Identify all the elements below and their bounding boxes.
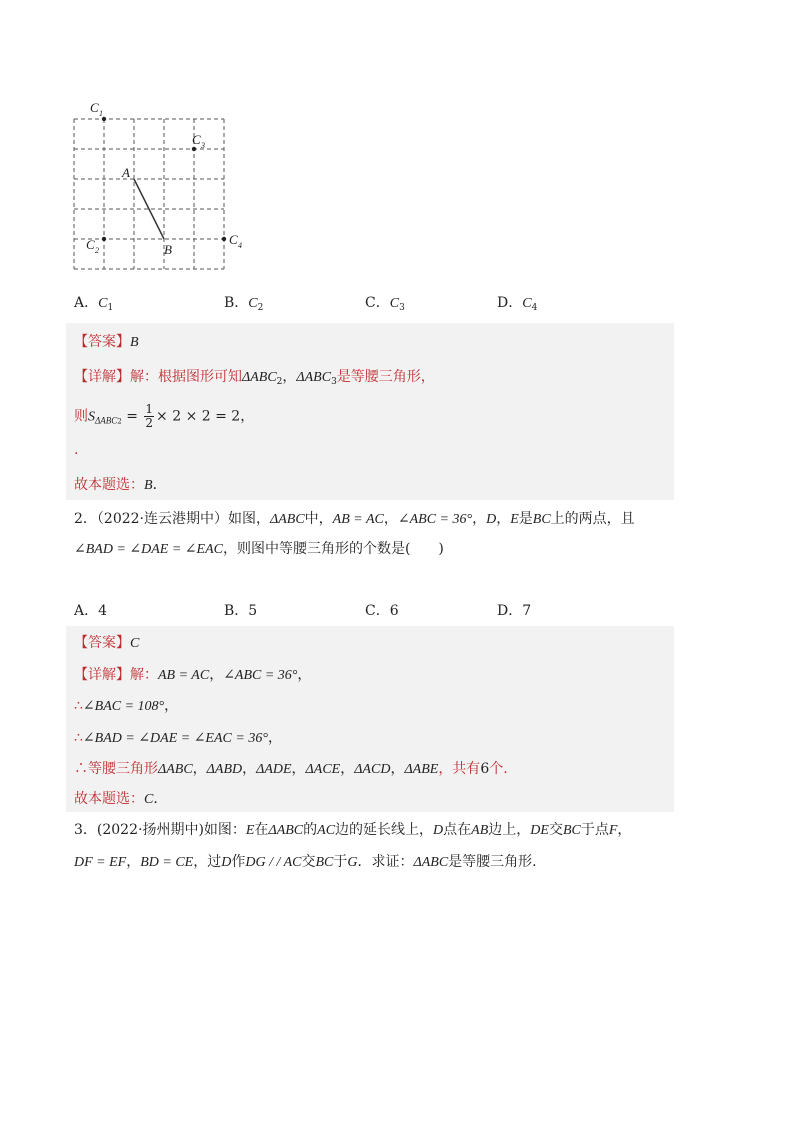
label-c4: C (229, 232, 238, 247)
q2-option-c[interactable]: C．6 (365, 603, 399, 619)
q2-answer-line: 【答案】C (74, 635, 140, 651)
q2-detail-line3: ∴∠BAD = ∠DAE = ∠EAC = 36°， (74, 730, 282, 746)
q1-option-a[interactable]: A．$C_1$ (74, 295, 114, 313)
q1-final-line: 故本题选：B． (74, 477, 167, 493)
label-c4-sub: 4 (238, 241, 242, 250)
q3-stem-line2: DF = EF，BD = CE，过D作DG / / AC交BC于G．求证：ΔABC是等腰三角形. (74, 854, 537, 870)
grid-figure (66, 96, 256, 276)
q2-stem-line2: ∠BAD = ∠DAE = ∠EAC，则图中等腰三角形的个数是( ) (74, 541, 444, 557)
q1-dot-line: . (74, 442, 79, 458)
q2-options (74, 600, 674, 620)
point-c2 (102, 237, 106, 241)
point-c4 (222, 237, 226, 241)
label-c1-sub: 1 (99, 109, 103, 118)
q2-final-line: 故本题选：C． (74, 791, 168, 807)
label-c3-sub: 3 (201, 141, 205, 150)
q1-option-c[interactable]: C．$C_3$ (365, 295, 405, 313)
q2-answer-box (66, 626, 674, 812)
q1-option-d[interactable]: D．$C_4$ (497, 295, 538, 313)
q2-detail-line2: ∴∠BAC = 108°， (74, 698, 179, 714)
q2-option-a[interactable]: A．4 (74, 603, 108, 619)
label-c2-sub: 2 (95, 246, 99, 255)
q3-stem-line1: 3．(2022·扬州期中)如图：E在ΔABC的AC边的延长线上，D点在AB边上，DE交BC于点F， (74, 822, 632, 838)
q1-answer-line: 【答案】B (74, 334, 139, 350)
q2-stem-line1: 2．（2022·连云港期中）如图，ΔABC中，AB = AC，∠ABC = 36°，D，E是BC上的两点，且 (74, 511, 635, 527)
label-b: B (164, 242, 172, 257)
q2-detail-line4: ∴等腰三角形ΔABC，ΔABD，ΔADE，ΔACE，ΔACD，ΔABE，共有6个. (74, 761, 508, 777)
label-a: A (122, 165, 130, 180)
q2-option-b[interactable]: B．5 (224, 603, 258, 619)
label-c3: C (192, 132, 201, 147)
q2-detail-line1: 【详解】解：AB = AC，∠ABC = 36°， (74, 667, 312, 683)
q1-answer-box (66, 323, 674, 500)
point-c3 (192, 147, 196, 151)
q1-option-b[interactable]: B．$C_2$ (224, 295, 264, 313)
label-c2: C (86, 237, 95, 252)
q2-option-d[interactable]: D．7 (497, 603, 532, 619)
fraction-one-half: $\frac{1}{2}$ (145, 402, 154, 430)
label-c1: C (90, 100, 99, 115)
q1-options (74, 292, 674, 312)
q1-calc-line: 则$S_{\Delta ABC2}$ = $\frac{1}{2}$ × 2 × 2 = 2， (74, 402, 255, 430)
q1-detail-line: 【详解】解：根据图形可知$\Delta ABC_2$，$\Delta ABC_3$是等腰三角形， (74, 369, 435, 387)
